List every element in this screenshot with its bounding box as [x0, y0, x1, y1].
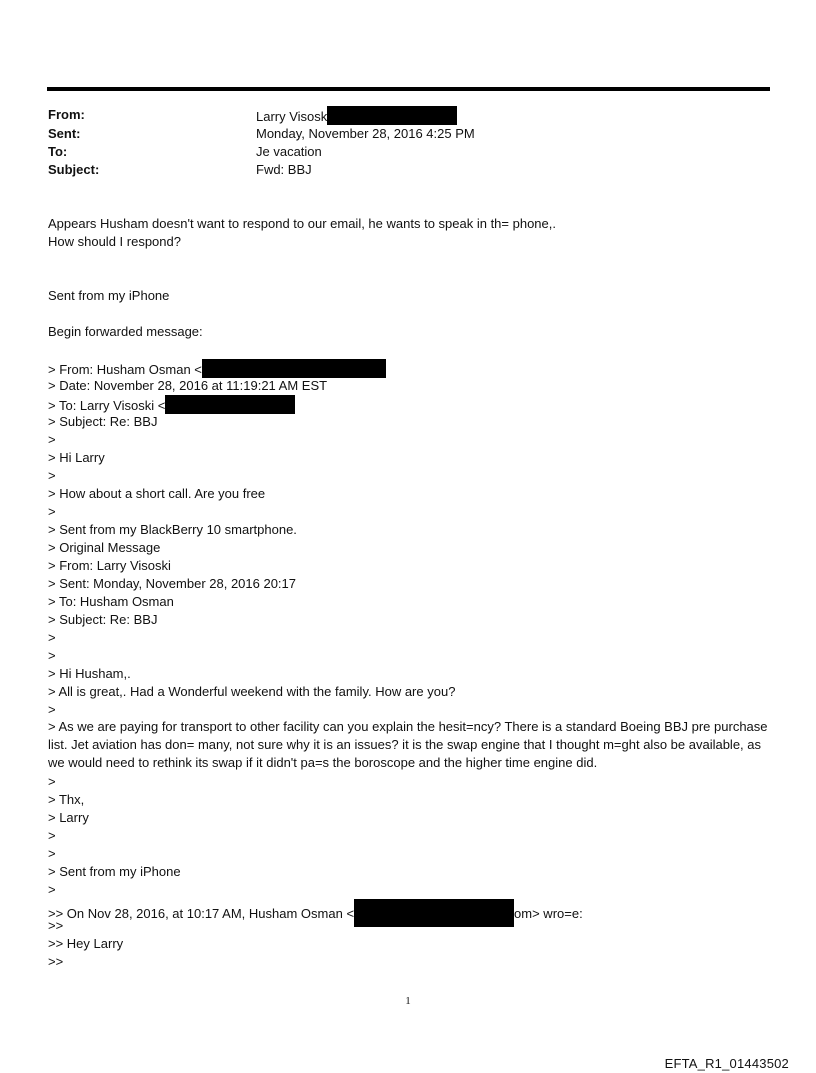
quoted-text: >> On Nov 28, 2016, at 10:17 AM, Husham Osman <	[48, 906, 355, 921]
from-name: Larry Visosk	[256, 109, 328, 124]
to-value: Je vacation	[256, 144, 322, 159]
quoted-line	[48, 395, 295, 415]
document-id: EFTA_R1_01443502	[664, 1056, 789, 1071]
quoted-line	[48, 359, 386, 379]
redaction-bar	[327, 106, 457, 125]
header-rule	[47, 87, 770, 91]
subject-label: Subject:	[48, 162, 100, 177]
sent-from-line: Sent from my iPhone	[48, 288, 170, 303]
quoted-line: >> Hey Larry	[48, 936, 124, 951]
quoted-line: > All is great,. Had a Wonderful weekend with the family. How are you?	[48, 684, 456, 699]
quoted-line: > Hi Husham,.	[48, 666, 131, 681]
quoted-line	[48, 899, 583, 927]
quoted-line: > Subject: Re: BBJ	[48, 612, 158, 627]
quoted-line: > Sent from my iPhone	[48, 864, 181, 879]
redaction-bar	[202, 359, 386, 378]
begin-forwarded-line: Begin forwarded message:	[48, 324, 203, 339]
quoted-line: >	[48, 882, 56, 897]
to-label: To:	[48, 144, 68, 159]
subject-value: Fwd: BBJ	[256, 162, 312, 177]
quoted-line: >	[48, 468, 56, 483]
from-label: From:	[48, 107, 85, 122]
quoted-line: > From: Larry Visoski	[48, 558, 171, 573]
quoted-line: > Thx,	[48, 792, 85, 807]
quoted-line: >	[48, 774, 56, 789]
quoted-line: >	[48, 432, 56, 447]
quoted-line: > Sent from my BlackBerry 10 smartphone.	[48, 522, 297, 537]
redaction-bar	[354, 899, 514, 927]
quoted-line: > How about a short call. Are you free	[48, 486, 266, 501]
quoted-line: >	[48, 828, 56, 843]
sent-value: Monday, November 28, 2016 4:25 PM	[256, 126, 475, 141]
page-number: 1	[405, 995, 411, 1007]
quoted-line: > Date: November 28, 2016 at 11:19:21 AM EST	[48, 378, 328, 393]
from-value	[256, 106, 457, 126]
quoted-line: > Larry	[48, 810, 89, 825]
quoted-line: >	[48, 648, 56, 663]
quoted-line: >	[48, 702, 56, 717]
quoted-line: > Original Message	[48, 540, 161, 555]
quoted-line: > Subject: Re: BBJ	[48, 414, 158, 429]
quoted-text: om> wro=e:	[514, 906, 583, 921]
quoted-line: >	[48, 504, 56, 519]
quoted-paragraph: > As we are paying for transport to other facility can you explain the hesit=ncy? There is a standard Boeing BBJ pre purchase list. Jet aviation has don= many, not sure why it is an issues? it is the swap engine that I thought m=ght also be available, as we would need to rethink its swap if it didn't pa=s the boroscope and the higher time engine did.	[48, 719, 768, 770]
quoted-text: > From: Husham Osman <	[48, 362, 202, 377]
quoted-line: >>	[48, 918, 64, 933]
quoted-line: > Hi Larry	[48, 450, 105, 465]
quoted-line: >	[48, 630, 56, 645]
quoted-line: >>	[48, 954, 64, 969]
quoted-line: > Sent: Monday, November 28, 2016 20:17	[48, 576, 297, 591]
redaction-bar	[165, 395, 295, 414]
sent-label: Sent:	[48, 126, 81, 141]
quoted-text: > To: Larry Visoski <	[48, 398, 166, 413]
quoted-line: > To: Husham Osman	[48, 594, 174, 609]
body-line: How should I respond?	[48, 234, 181, 249]
quoted-line: >	[48, 846, 56, 861]
body-line: Appears Husham doesn't want to respond to our email, he wants to speak in th= phone,.	[48, 216, 556, 231]
